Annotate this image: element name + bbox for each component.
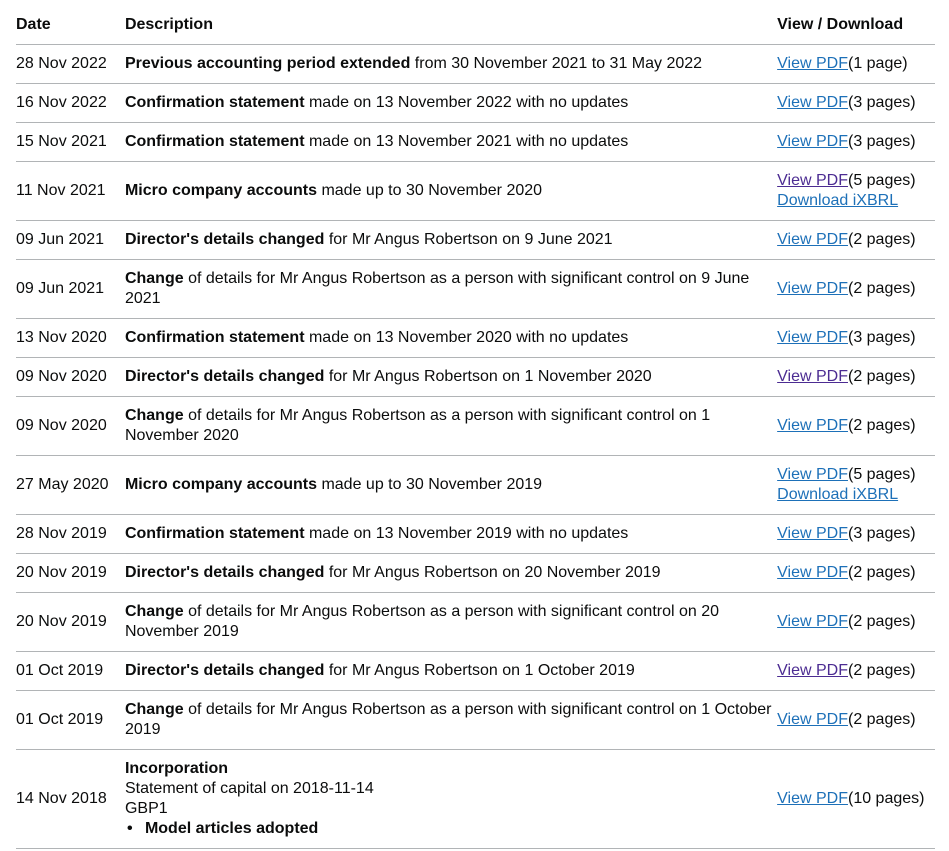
row-description bbox=[125, 45, 777, 84]
row-download bbox=[777, 593, 935, 652]
description-type: Micro company accounts bbox=[124, 182, 317, 199]
view-pdf-link[interactable]: View PDF bbox=[777, 94, 848, 111]
description-type: Director's details changed bbox=[124, 564, 325, 581]
view-pdf-link[interactable]: View PDF bbox=[777, 329, 848, 346]
incorporation-capital-statement: Statement of capital on 2018-11-14 bbox=[124, 780, 374, 797]
table-row bbox=[16, 45, 935, 84]
description-type: Change bbox=[124, 270, 184, 287]
row-description bbox=[125, 456, 777, 515]
row-description bbox=[125, 162, 777, 221]
row-download bbox=[777, 397, 935, 456]
row-download bbox=[777, 123, 935, 162]
view-pdf-link[interactable]: View PDF bbox=[777, 466, 848, 483]
description-detail: made on 13 November 2021 with no updates bbox=[304, 133, 629, 150]
row-download bbox=[777, 358, 935, 397]
table-row bbox=[16, 652, 935, 691]
row-description bbox=[125, 691, 777, 750]
row-description bbox=[125, 84, 777, 123]
table-row bbox=[16, 260, 935, 319]
table-row bbox=[16, 319, 935, 358]
page-count: (2 pages) bbox=[847, 662, 916, 679]
description-detail: for Mr Angus Robertson on 9 June 2021 bbox=[324, 231, 613, 248]
page-count: (3 pages) bbox=[847, 525, 916, 542]
view-pdf-link[interactable]: View PDF bbox=[777, 55, 848, 72]
row-download bbox=[777, 750, 935, 849]
page-count: (10 pages) bbox=[847, 790, 925, 807]
page-count: (2 pages) bbox=[847, 368, 916, 385]
table-row bbox=[16, 162, 935, 221]
description-detail: of details for Mr Angus Robertson as a person with significant control on 9 June 2021 bbox=[124, 270, 750, 307]
description-detail: of details for Mr Angus Robertson as a person with significant control on 1 November 2020 bbox=[124, 407, 711, 444]
incorporation-bullet-list bbox=[125, 819, 777, 839]
table-body bbox=[16, 45, 935, 849]
page-count: (3 pages) bbox=[847, 94, 916, 111]
row-description bbox=[125, 260, 777, 319]
row-description bbox=[125, 221, 777, 260]
row-download bbox=[777, 691, 935, 750]
description-type: Director's details changed bbox=[124, 662, 325, 679]
table-row bbox=[16, 456, 935, 515]
row-date: 09 Nov 2020 bbox=[16, 397, 125, 456]
row-date: 09 Jun 2021 bbox=[16, 221, 125, 260]
page-count: (2 pages) bbox=[847, 711, 916, 728]
row-description bbox=[125, 397, 777, 456]
row-download bbox=[777, 515, 935, 554]
row-download bbox=[777, 45, 935, 84]
header-date: Date bbox=[16, 5, 125, 45]
table-row bbox=[16, 358, 935, 397]
row-date: 14 Nov 2018 bbox=[16, 750, 125, 849]
description-detail: made on 13 November 2019 with no updates bbox=[304, 525, 629, 542]
description-type: Director's details changed bbox=[124, 368, 325, 385]
table-row bbox=[16, 397, 935, 456]
view-pdf-link[interactable]: View PDF bbox=[777, 133, 848, 150]
view-pdf-link[interactable]: View PDF bbox=[777, 280, 848, 297]
row-date: 20 Nov 2019 bbox=[16, 593, 125, 652]
description-type: Confirmation statement bbox=[124, 329, 305, 346]
row-description bbox=[125, 750, 777, 849]
table-row bbox=[16, 691, 935, 750]
row-date: 28 Nov 2019 bbox=[16, 515, 125, 554]
page-count: (2 pages) bbox=[847, 231, 916, 248]
table-row bbox=[16, 593, 935, 652]
page-count: (5 pages) bbox=[847, 466, 916, 483]
description-type: Change bbox=[124, 603, 184, 620]
description-detail: for Mr Angus Robertson on 20 November 2019 bbox=[324, 564, 661, 581]
row-date: 15 Nov 2021 bbox=[16, 123, 125, 162]
row-download bbox=[777, 162, 935, 221]
table-row bbox=[16, 84, 935, 123]
description-type: Confirmation statement bbox=[124, 133, 305, 150]
row-description bbox=[125, 593, 777, 652]
row-description bbox=[125, 515, 777, 554]
page-count: (2 pages) bbox=[847, 613, 916, 630]
download-ixbrl-link[interactable]: Download iXBRL bbox=[777, 192, 899, 209]
page-count: (2 pages) bbox=[847, 280, 916, 297]
row-download bbox=[777, 221, 935, 260]
description-detail: of details for Mr Angus Robertson as a person with significant control on 1 October 2019 bbox=[124, 701, 772, 738]
row-description bbox=[125, 652, 777, 691]
row-date: 20 Nov 2019 bbox=[16, 554, 125, 593]
filing-history-table bbox=[16, 5, 935, 849]
view-pdf-link[interactable]: View PDF bbox=[777, 662, 848, 679]
page-count: (1 page) bbox=[847, 55, 908, 72]
table-row bbox=[16, 123, 935, 162]
view-pdf-link[interactable]: View PDF bbox=[777, 613, 848, 630]
view-pdf-link[interactable]: View PDF bbox=[777, 368, 848, 385]
description-detail: from 30 November 2021 to 31 May 2022 bbox=[410, 55, 703, 72]
description-type: Change bbox=[124, 407, 184, 424]
row-date: 13 Nov 2020 bbox=[16, 319, 125, 358]
description-detail: made on 13 November 2020 with no updates bbox=[304, 329, 629, 346]
description-detail: of details for Mr Angus Robertson as a person with significant control on 20 November 2019 bbox=[124, 603, 720, 640]
description-detail: made up to 30 November 2020 bbox=[317, 182, 543, 199]
row-download bbox=[777, 84, 935, 123]
header-description: Description bbox=[125, 5, 777, 45]
row-download bbox=[777, 456, 935, 515]
table-row bbox=[16, 515, 935, 554]
row-date: 09 Nov 2020 bbox=[16, 358, 125, 397]
row-date: 28 Nov 2022 bbox=[16, 45, 125, 84]
row-description bbox=[125, 123, 777, 162]
description-detail: made on 13 November 2022 with no updates bbox=[304, 94, 629, 111]
view-pdf-link[interactable]: View PDF bbox=[777, 790, 848, 807]
row-description bbox=[125, 358, 777, 397]
row-download bbox=[777, 554, 935, 593]
view-pdf-link[interactable]: View PDF bbox=[777, 525, 848, 542]
incorporation-bullet-item: • Model articles adopted bbox=[145, 819, 777, 839]
row-download bbox=[777, 652, 935, 691]
row-download bbox=[777, 260, 935, 319]
page-count: (2 pages) bbox=[847, 417, 916, 434]
row-date: 27 May 2020 bbox=[16, 456, 125, 515]
row-date: 01 Oct 2019 bbox=[16, 691, 125, 750]
description-type: Confirmation statement bbox=[124, 525, 305, 542]
page-count: (3 pages) bbox=[847, 133, 916, 150]
row-download bbox=[777, 319, 935, 358]
table-row bbox=[16, 554, 935, 593]
view-pdf-link[interactable]: View PDF bbox=[777, 711, 848, 728]
table-header-row bbox=[16, 5, 935, 45]
incorporation-title: Incorporation bbox=[124, 760, 229, 777]
view-pdf-link[interactable]: View PDF bbox=[777, 231, 848, 248]
incorporation-capital-amount: GBP1 bbox=[124, 800, 168, 817]
description-type: Previous accounting period extended bbox=[124, 55, 411, 72]
page-count: (3 pages) bbox=[847, 329, 916, 346]
row-date: 01 Oct 2019 bbox=[16, 652, 125, 691]
row-description bbox=[125, 319, 777, 358]
row-date: 11 Nov 2021 bbox=[16, 162, 125, 221]
view-pdf-link[interactable]: View PDF bbox=[777, 564, 848, 581]
view-pdf-link[interactable]: View PDF bbox=[777, 172, 848, 189]
description-type: Confirmation statement bbox=[124, 94, 305, 111]
header-view-download: View / Download bbox=[777, 5, 935, 45]
description-type: Director's details changed bbox=[124, 231, 325, 248]
description-detail: for Mr Angus Robertson on 1 November 2020 bbox=[324, 368, 652, 385]
description-detail: for Mr Angus Robertson on 1 October 2019 bbox=[324, 662, 635, 679]
table-row-incorporation bbox=[16, 750, 935, 849]
table-row bbox=[16, 221, 935, 260]
page-count: (2 pages) bbox=[847, 564, 916, 581]
description-type: Micro company accounts bbox=[124, 476, 317, 493]
row-date: 09 Jun 2021 bbox=[16, 260, 125, 319]
description-type: Change bbox=[124, 701, 184, 718]
download-ixbrl-link[interactable]: Download iXBRL bbox=[777, 486, 899, 503]
view-pdf-link[interactable]: View PDF bbox=[777, 417, 848, 434]
row-date: 16 Nov 2022 bbox=[16, 84, 125, 123]
page-count: (5 pages) bbox=[847, 172, 916, 189]
row-description bbox=[125, 554, 777, 593]
description-detail: made up to 30 November 2019 bbox=[317, 476, 543, 493]
